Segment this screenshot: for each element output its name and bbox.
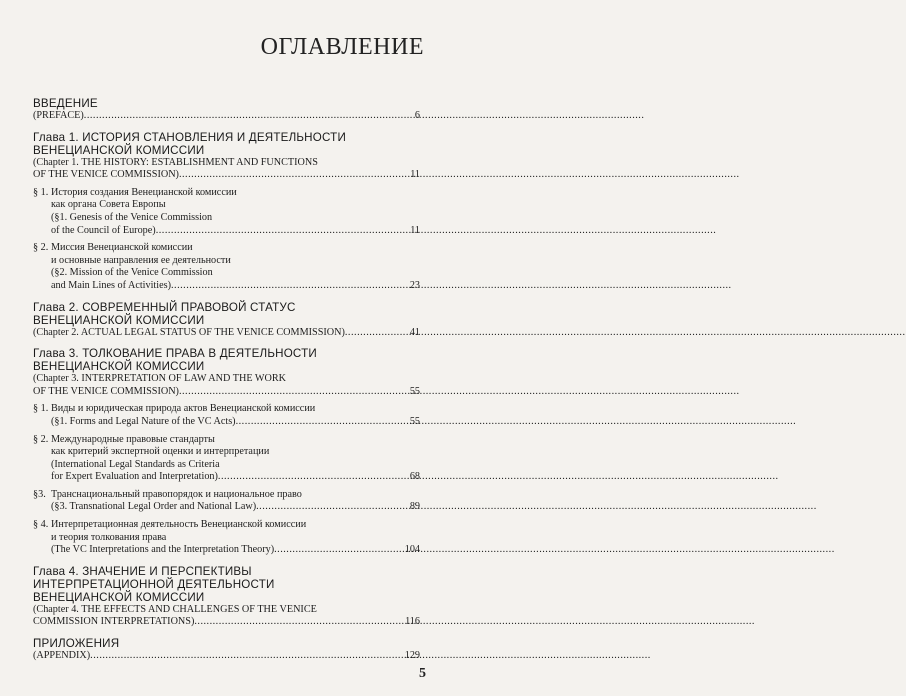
- toc-dotted-line: [33, 327, 420, 340]
- toc-heading: Глава 4. ЗНАЧЕНИЕ И ПЕРСПЕКТИВЫ: [33, 564, 252, 578]
- toc-dotted-line: [33, 650, 420, 663]
- section-title: Транснациональный правопорядок и национальное право: [51, 488, 302, 500]
- toc-dotted-line: [51, 544, 420, 557]
- toc-page-number: 129: [404, 650, 420, 662]
- toc-section-3-1: [33, 403, 420, 428]
- section-english-title: (International Legal Standards as Criteria: [51, 458, 220, 470]
- toc-section-3-3: [33, 489, 420, 514]
- toc-section-1-1: [33, 187, 420, 237]
- toc-english-title: (Chapter 3. INTERPRETATION OF LAW AND THE WORK: [33, 373, 287, 385]
- section-title: как критерий экспертной оценки и интерпретации: [51, 446, 270, 458]
- section-title: как органа Совета Европы: [51, 199, 166, 211]
- toc-page-number: 55: [409, 415, 420, 427]
- book-page: [0, 0, 450, 696]
- toc-heading: ВЕНЕЦИАНСКОЙ КОМИССИИ: [33, 143, 205, 157]
- toc-entry-preface: [33, 97, 420, 123]
- section-english-title: and Main Lines of Activities): [51, 279, 171, 291]
- toc-section-1-2: [33, 242, 420, 292]
- section-number: § 4.: [33, 519, 49, 531]
- toc-heading: ВЕНЕЦИАНСКОЙ КОМИССИИ: [33, 313, 205, 327]
- toc-page-number: 23: [409, 279, 420, 291]
- toc-page-number: 41: [409, 326, 420, 338]
- toc-dotted-line: [33, 169, 420, 182]
- section-english-title: for Expert Evaluation and Interpretation): [51, 471, 218, 483]
- toc-english-title: COMMISSION INTERPRETATIONS): [33, 616, 195, 628]
- toc-heading: Глава 1. ИСТОРИЯ СТАНОВЛЕНИЯ И ДЕЯТЕЛЬНОСТИ: [33, 130, 346, 144]
- toc-english-title: (APPENDIX): [33, 650, 91, 662]
- toc-page-number: 68: [409, 471, 420, 483]
- section-english-title: (§1. Forms and Legal Nature of the VC Acts): [51, 415, 236, 427]
- dot-leader: [171, 280, 409, 293]
- toc-dotted-line: [33, 386, 420, 399]
- section-english-title: of the Council of Europe): [51, 224, 156, 236]
- toc-heading: ПРИЛОЖЕНИЯ: [33, 637, 120, 651]
- dot-leader: [84, 110, 414, 123]
- toc-page-number: 55: [409, 385, 420, 397]
- section-english-title: (§3. Transnational Legal Order and National Law): [51, 501, 257, 513]
- toc-page-number: 89: [409, 501, 420, 513]
- toc-english-title: OF THE VENICE COMMISSION): [33, 169, 179, 181]
- toc-entry-chapter-2: [33, 301, 420, 340]
- dot-leader: [274, 544, 404, 557]
- dot-leader: [345, 327, 409, 340]
- toc-entry-chapter-3: [33, 347, 420, 398]
- dot-leader: [194, 616, 404, 629]
- section-title: Виды и юридическая природа актов Венецианской комиссии: [51, 403, 316, 415]
- section-english-title: (§1. Genesis of the Venice Commission: [51, 211, 213, 223]
- toc-heading: ВВЕДЕНИЕ: [33, 97, 98, 110]
- dot-leader: [256, 501, 409, 514]
- toc-section-3-2: [33, 434, 420, 484]
- dot-leader: [236, 416, 409, 429]
- dot-leader: [179, 386, 409, 399]
- toc-heading: Глава 2. СОВРЕМЕННЫЙ ПРАВОВОЙ СТАТУС: [33, 300, 296, 314]
- section-title: Миссия Венецианской комиссии: [51, 242, 193, 254]
- section-title: История создания Венецианской комиссии: [51, 186, 237, 198]
- section-title: и теория толкования права: [51, 531, 167, 543]
- toc-heading: ИНТЕРПРЕТАЦИОННОЙ ДЕЯТЕЛЬНОСТИ: [33, 577, 275, 591]
- dot-leader: [90, 650, 404, 663]
- toc-dotted-line: [51, 471, 420, 484]
- toc-english-title: (Chapter 2. ACTUAL LEGAL STATUS OF THE VENICE COMMISSION): [33, 326, 345, 338]
- toc-page-number: 11: [410, 224, 420, 236]
- toc-page-number: 6: [414, 110, 420, 121]
- section-number: §3.: [33, 488, 46, 500]
- section-english-title: (§2. Mission of the Venice Commission: [51, 267, 213, 279]
- toc-heading: ВЕНЕЦИАНСКОЙ КОМИССИИ: [33, 590, 205, 604]
- dot-leader: [156, 225, 410, 238]
- toc-dotted-line: [33, 616, 420, 629]
- section-title: Интерпретационная деятельность Венецианской комиссии: [51, 519, 307, 531]
- dot-leader: [218, 471, 409, 484]
- section-english-title: (The VC Interpretations and the Interpretation Theory): [51, 544, 275, 556]
- toc-english-title: (Chapter 4. THE EFFECTS AND CHALLENGES OF THE VENICE: [33, 603, 317, 615]
- toc-entry-chapter-4: [33, 565, 420, 629]
- section-number: § 2.: [33, 433, 49, 445]
- toc-dotted-line: [51, 280, 420, 293]
- section-number: § 1.: [33, 403, 49, 415]
- table-of-contents: [33, 97, 420, 663]
- section-number: § 2.: [33, 242, 49, 254]
- toc-page-number: 11: [410, 169, 420, 181]
- toc-dotted-line: [51, 225, 420, 238]
- toc-entry-appendix: [33, 637, 420, 663]
- toc-page-number: 116: [405, 616, 420, 628]
- toc-entry-chapter-1: [33, 131, 420, 182]
- page-title: ОГЛАВЛЕНИЕ: [260, 34, 424, 60]
- toc-page-number: 104: [404, 544, 420, 556]
- toc-dotted-line: [33, 110, 420, 123]
- toc-heading: ВЕНЕЦИАНСКОЙ КОМИССИИ: [33, 360, 205, 374]
- toc-dotted-line: [51, 501, 420, 514]
- section-number: § 1.: [33, 186, 49, 198]
- toc-english-title: (PREFACE): [33, 110, 84, 121]
- toc-section-3-4: [33, 519, 420, 557]
- section-title: Международные правовые стандарты: [51, 433, 215, 445]
- toc-english-title: (Chapter 1. THE HISTORY: ESTABLISHMENT AND FUNCTIONS: [33, 156, 318, 168]
- page-number: 5: [419, 666, 426, 681]
- toc-heading: Глава 3. ТОЛКОВАНИЕ ПРАВА В ДЕЯТЕЛЬНОСТИ: [33, 347, 317, 361]
- toc-dotted-line: [51, 416, 420, 429]
- toc-english-title: OF THE VENICE COMMISSION): [33, 385, 179, 397]
- section-title: и основные направления ее деятельности: [51, 254, 231, 266]
- dot-leader: [179, 169, 409, 182]
